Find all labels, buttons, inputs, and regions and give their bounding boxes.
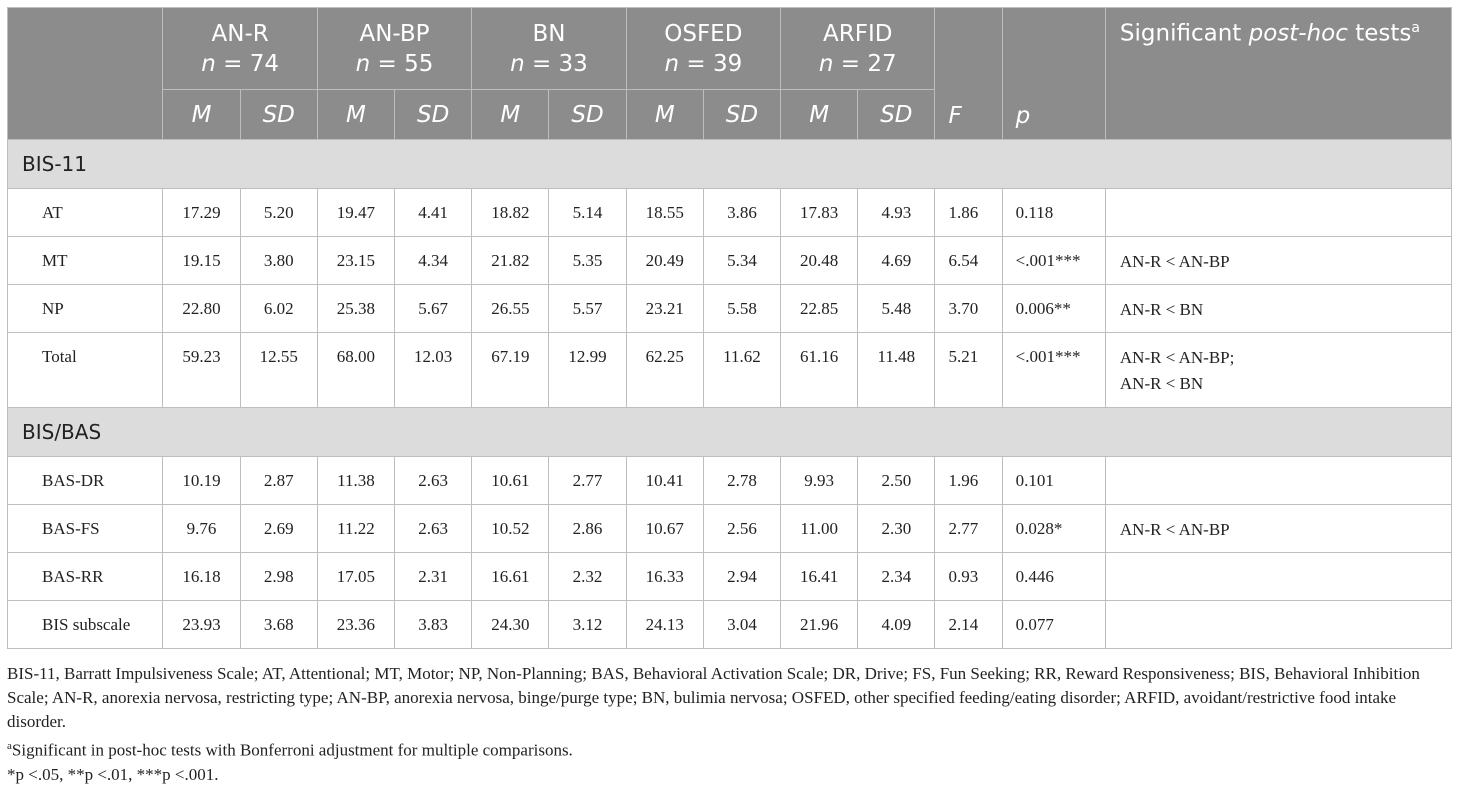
f-value-cell: 2.77 bbox=[935, 505, 1002, 553]
sd-cell: 3.68 bbox=[240, 601, 317, 649]
post-hoc-cell bbox=[1105, 601, 1451, 649]
table-row bbox=[8, 505, 1452, 553]
mean-cell: 10.52 bbox=[472, 505, 549, 553]
significant-tests-header: Significant post-hoc tests$^a$ bbox=[1105, 8, 1451, 140]
sd-cell: 2.78 bbox=[703, 457, 780, 505]
post-hoc-cell bbox=[1105, 189, 1451, 237]
sd-cell: 4.41 bbox=[395, 189, 472, 237]
sd-cell: 2.86 bbox=[549, 505, 626, 553]
sd-cell: 2.87 bbox=[240, 457, 317, 505]
p-value-cell: 0.446 bbox=[1002, 553, 1105, 601]
mean-cell: 17.83 bbox=[781, 189, 858, 237]
group-header-an-r: AN-R n = 74 bbox=[163, 8, 317, 90]
sd-cell: 5.14 bbox=[549, 189, 626, 237]
post-hoc-line: AN-R < AN-BP; bbox=[1119, 348, 1235, 367]
measure-label: MT bbox=[8, 237, 163, 285]
p-value-cell: 0.077 bbox=[1002, 601, 1105, 649]
sd-cell: 3.83 bbox=[395, 601, 472, 649]
sd-cell: 5.57 bbox=[549, 285, 626, 333]
mean-cell: 22.80 bbox=[163, 285, 240, 333]
mean-cell: 9.93 bbox=[781, 457, 858, 505]
sd-cell: 2.94 bbox=[703, 553, 780, 601]
mean-cell: 17.29 bbox=[163, 189, 240, 237]
sd-cell: 5.34 bbox=[703, 237, 780, 285]
sd-cell: 3.80 bbox=[240, 237, 317, 285]
mean-cell: 10.67 bbox=[626, 505, 703, 553]
mean-cell: 25.38 bbox=[317, 285, 394, 333]
measure-label: BAS-FS bbox=[8, 505, 163, 553]
table-body bbox=[8, 140, 1452, 649]
sd-cell: 4.69 bbox=[858, 237, 935, 285]
sd-cell: 4.34 bbox=[395, 237, 472, 285]
group-header-an-bp: AN-BP n = 55 bbox=[317, 8, 471, 90]
table-row bbox=[8, 189, 1452, 237]
mean-cell: 20.49 bbox=[626, 237, 703, 285]
post-hoc-cell bbox=[1105, 505, 1451, 553]
mean-cell: 23.93 bbox=[163, 601, 240, 649]
sd-cell: 5.35 bbox=[549, 237, 626, 285]
mean-cell: 68.00 bbox=[317, 333, 394, 408]
f-value-cell: 1.86 bbox=[935, 189, 1002, 237]
sd-cell: 2.77 bbox=[549, 457, 626, 505]
sd-cell: 5.58 bbox=[703, 285, 780, 333]
sd-cell: 6.02 bbox=[240, 285, 317, 333]
sd-header: SD bbox=[395, 90, 472, 140]
mean-header: M bbox=[317, 90, 394, 140]
sd-cell: 2.63 bbox=[395, 457, 472, 505]
sd-header: SD bbox=[858, 90, 935, 140]
mean-cell: 18.55 bbox=[626, 189, 703, 237]
sd-cell: 12.99 bbox=[549, 333, 626, 408]
p-value-cell: 0.118 bbox=[1002, 189, 1105, 237]
sd-header: SD bbox=[703, 90, 780, 140]
post-hoc-cell bbox=[1105, 285, 1451, 333]
sd-cell: 11.62 bbox=[703, 333, 780, 408]
mean-header: M bbox=[781, 90, 858, 140]
mean-cell: 23.21 bbox=[626, 285, 703, 333]
header-blank-cell bbox=[8, 8, 163, 140]
sd-cell: 2.56 bbox=[703, 505, 780, 553]
mean-cell: 61.16 bbox=[781, 333, 858, 408]
measure-label: AT bbox=[8, 189, 163, 237]
measure-label: Total bbox=[8, 333, 163, 408]
f-value-cell: 0.93 bbox=[935, 553, 1002, 601]
group-header-arfid: ARFID n = 27 bbox=[781, 8, 935, 90]
mean-cell: 16.18 bbox=[163, 553, 240, 601]
mean-cell: 16.41 bbox=[781, 553, 858, 601]
section-title: BIS-11 bbox=[8, 140, 1452, 189]
measure-label: BAS-RR bbox=[8, 553, 163, 601]
post-hoc-cell bbox=[1105, 457, 1451, 505]
f-value-cell: 1.96 bbox=[935, 457, 1002, 505]
sd-cell: 2.98 bbox=[240, 553, 317, 601]
mean-header: M bbox=[163, 90, 240, 140]
post-hoc-cell bbox=[1105, 553, 1451, 601]
sd-cell: 12.03 bbox=[395, 333, 472, 408]
mean-header: M bbox=[626, 90, 703, 140]
p-value-cell: 0.101 bbox=[1002, 457, 1105, 505]
table-row bbox=[8, 237, 1452, 285]
sd-cell: 11.48 bbox=[858, 333, 935, 408]
sd-cell: 2.32 bbox=[549, 553, 626, 601]
section-title: BIS/BAS bbox=[8, 408, 1452, 457]
mean-header: M bbox=[472, 90, 549, 140]
mean-cell: 22.85 bbox=[781, 285, 858, 333]
f-value-cell: 6.54 bbox=[935, 237, 1002, 285]
post-hoc-note: $^a$Significant in post-hoc tests with Bonferroni adjustment for multiple comparisons. bbox=[7, 740, 573, 760]
sd-cell: 3.04 bbox=[703, 601, 780, 649]
mean-cell: 59.23 bbox=[163, 333, 240, 408]
sd-header: SD bbox=[240, 90, 317, 140]
mean-cell: 10.61 bbox=[472, 457, 549, 505]
abbreviations-note: BIS-11, Barratt Impulsiveness Scale; AT, Attentional; MT, Motor; NP, Non-Planning; BAS, Behavioral Activation Scale; DR, Drive; FS, Fun Seeking; RR, Reward Responsiveness; BIS, Behavioral Inhibition Scale; AN-R, anorexia nervosa, restricting type; AN-BP, anorexia nervosa, binge/purge type; BN, bulimia nervosa; OSFED, other specified feeding/eating disorder; ARFID, avoidant/restrictive food intake disorder. bbox=[7, 664, 1420, 731]
sd-cell: 2.63 bbox=[395, 505, 472, 553]
sd-cell: 5.20 bbox=[240, 189, 317, 237]
mean-cell: 11.38 bbox=[317, 457, 394, 505]
mean-cell: 67.19 bbox=[472, 333, 549, 408]
sd-header: SD bbox=[549, 90, 626, 140]
mean-cell: 10.19 bbox=[163, 457, 240, 505]
mean-cell: 21.96 bbox=[781, 601, 858, 649]
measure-label: BAS-DR bbox=[8, 457, 163, 505]
sd-cell: 2.31 bbox=[395, 553, 472, 601]
section-header-row bbox=[8, 140, 1452, 189]
sd-cell: 5.48 bbox=[858, 285, 935, 333]
sd-cell: 2.69 bbox=[240, 505, 317, 553]
significance-note: *p <.05, **p <.01, ***p <.001. bbox=[7, 764, 219, 784]
sd-cell: 2.34 bbox=[858, 553, 935, 601]
f-value-cell: 5.21 bbox=[935, 333, 1002, 408]
mean-cell: 9.76 bbox=[163, 505, 240, 553]
mean-cell: 16.33 bbox=[626, 553, 703, 601]
f-value-cell: 2.14 bbox=[935, 601, 1002, 649]
sd-cell: 4.93 bbox=[858, 189, 935, 237]
sd-cell: 4.09 bbox=[858, 601, 935, 649]
mean-cell: 11.00 bbox=[781, 505, 858, 553]
mean-cell: 24.13 bbox=[626, 601, 703, 649]
results-table bbox=[7, 7, 1452, 649]
mean-cell: 11.22 bbox=[317, 505, 394, 553]
post-hoc-line: AN-R < BN bbox=[1119, 374, 1204, 393]
section-header-row bbox=[8, 408, 1452, 457]
mean-cell: 20.48 bbox=[781, 237, 858, 285]
mean-cell: 10.41 bbox=[626, 457, 703, 505]
table-footnotes bbox=[7, 662, 1452, 787]
table-row bbox=[8, 553, 1452, 601]
mean-cell: 62.25 bbox=[626, 333, 703, 408]
mean-cell: 23.15 bbox=[317, 237, 394, 285]
mean-cell: 23.36 bbox=[317, 601, 394, 649]
table-row bbox=[8, 285, 1452, 333]
sd-cell: 3.86 bbox=[703, 189, 780, 237]
sd-cell: 5.67 bbox=[395, 285, 472, 333]
mean-cell: 18.82 bbox=[472, 189, 549, 237]
table-row bbox=[8, 601, 1452, 649]
mean-cell: 24.30 bbox=[472, 601, 549, 649]
post-hoc-cell bbox=[1105, 237, 1451, 285]
sd-cell: 2.50 bbox=[858, 457, 935, 505]
f-value-cell: 3.70 bbox=[935, 285, 1002, 333]
sd-cell: 12.55 bbox=[240, 333, 317, 408]
mean-cell: 19.47 bbox=[317, 189, 394, 237]
measure-label: NP bbox=[8, 285, 163, 333]
p-value-header: p bbox=[1002, 8, 1105, 140]
f-statistic-header: F bbox=[935, 8, 1002, 140]
p-value-cell: 0.028* bbox=[1002, 505, 1105, 553]
p-value-cell: <.001*** bbox=[1002, 333, 1105, 408]
table-row bbox=[8, 333, 1452, 408]
group-header-osfed: OSFED n = 39 bbox=[626, 8, 780, 90]
post-hoc-line: AN-R < AN-BP bbox=[1119, 252, 1230, 271]
post-hoc-line: AN-R < AN-BP bbox=[1119, 520, 1230, 539]
mean-cell: 26.55 bbox=[472, 285, 549, 333]
mean-cell: 17.05 bbox=[317, 553, 394, 601]
measure-label: BIS subscale bbox=[8, 601, 163, 649]
post-hoc-line: AN-R < BN bbox=[1119, 300, 1204, 319]
group-header-bn: BN n = 33 bbox=[472, 8, 626, 90]
table-row bbox=[8, 457, 1452, 505]
p-value-cell: <.001*** bbox=[1002, 237, 1105, 285]
mean-cell: 16.61 bbox=[472, 553, 549, 601]
post-hoc-cell bbox=[1105, 333, 1451, 408]
sd-cell: 3.12 bbox=[549, 601, 626, 649]
mean-cell: 21.82 bbox=[472, 237, 549, 285]
mean-cell: 19.15 bbox=[163, 237, 240, 285]
p-value-cell: 0.006** bbox=[1002, 285, 1105, 333]
sd-cell: 2.30 bbox=[858, 505, 935, 553]
